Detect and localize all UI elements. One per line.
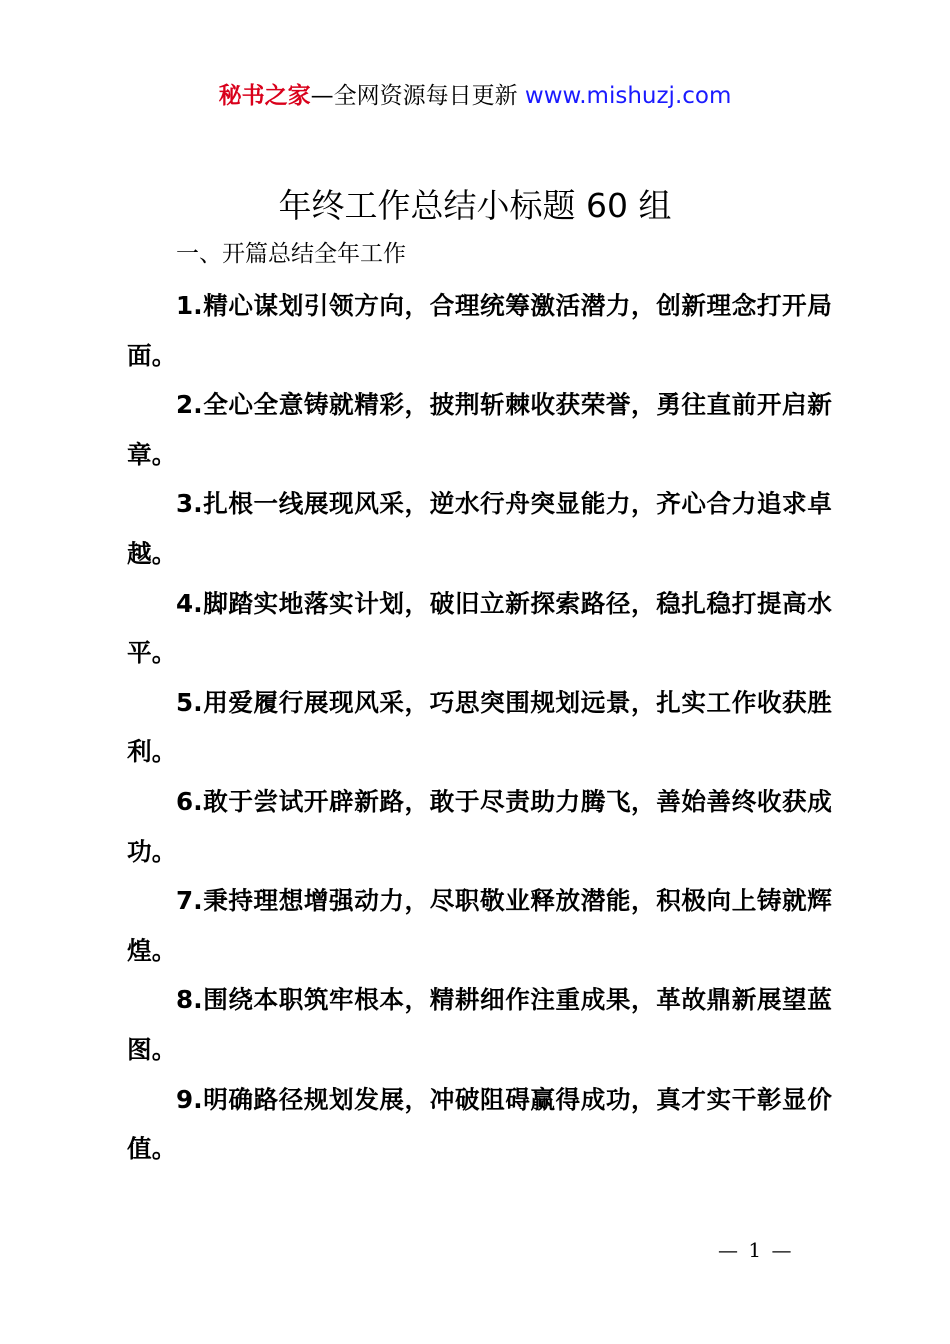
site-header — [0, 80, 950, 112]
list-item: 2.全心全意铸就精彩，披荆斩棘收获荣誉，勇往直前开启新章。 — [127, 390, 832, 469]
list-item: 1.精心谋划引领方向，合理统筹激活潜力，创新理念打开局面。 — [127, 291, 832, 370]
document-title: 年终工作总结小标题 60 组 — [278, 186, 672, 225]
site-brand: 秘书之家 — [218, 83, 311, 109]
list-item: 6.敢于尝试开辟新路，敢于尽责助力腾飞，善始善终收获成功。 — [127, 786, 832, 866]
site-tagline: —全网资源每日更新 — [310, 83, 518, 109]
list-item: 8.围绕本职筑牢根本，精耕细作注重成果，革故鼎新展望蓝图。 — [127, 985, 832, 1064]
list-item: 7.秉持理想增强动力，尽职敬业释放潜能，积极向上铸就辉煌。 — [127, 886, 832, 965]
list-item: 3.扎根一线展现风采，逆水行舟突显能力，齐心合力追求卓越。 — [127, 489, 832, 568]
site-url-link[interactable]: www.mishuzj.com — [524, 83, 732, 109]
list-item: 5.用爱履行展现风采，巧思突围规划远景，扎实工作收获胜利。 — [127, 687, 832, 767]
list-item: 9.明确路径规划发展，冲破阻碍赢得成功，真才实干彰显价值。 — [127, 1084, 832, 1164]
item-list — [127, 281, 832, 1174]
list-item: 4.脚踏实地落实计划，破旧立新探索路径，稳扎稳打提高水平。 — [127, 588, 832, 668]
section-heading: 一、开篇总结全年工作 — [176, 241, 406, 267]
page-number: — 1 — — [718, 1238, 794, 1262]
